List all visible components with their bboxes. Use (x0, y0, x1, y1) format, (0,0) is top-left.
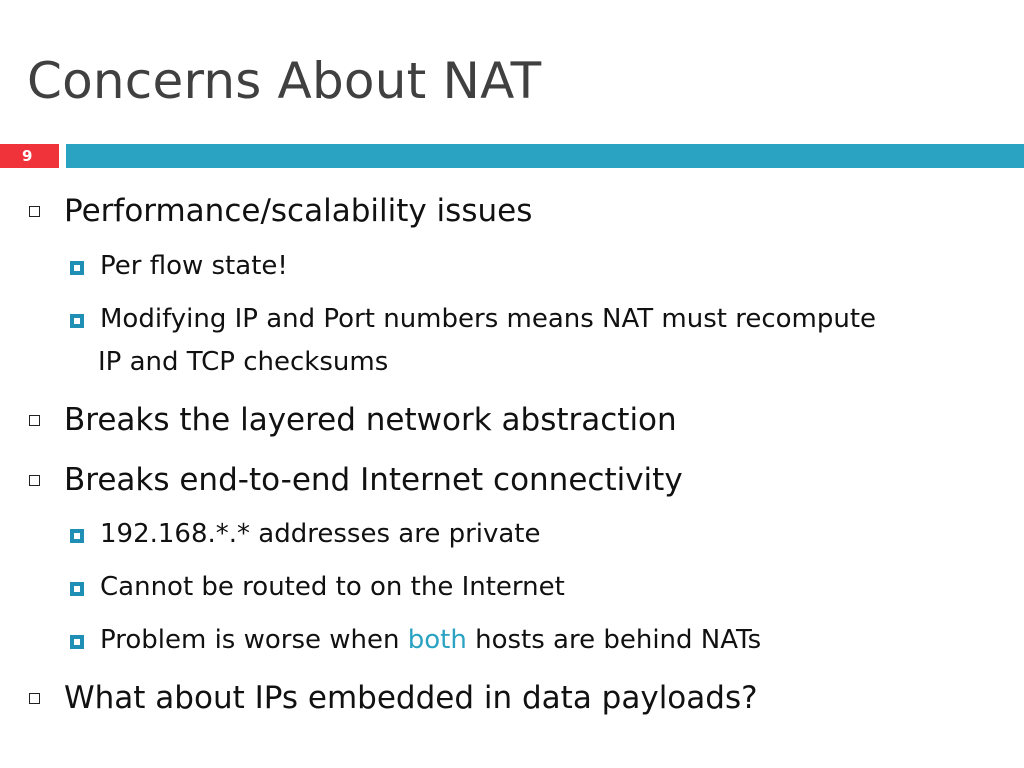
sub-bullet-checksums-continued: IP and TCP checksums (98, 347, 389, 377)
bullet-box-icon (29, 475, 40, 486)
bullet-end-to-end: Breaks end-to-end Internet connectivity (64, 462, 683, 498)
sub-bullet-private-addresses: 192.168.*.* addresses are private (100, 519, 541, 549)
emphasis-both: both (407, 625, 467, 655)
sub-bullet-text-after: hosts are behind NATs (466, 625, 762, 655)
sub-bullet-both-behind-nat (100, 625, 761, 655)
bullet-performance: Performance/scalability issues (64, 193, 533, 229)
sub-bullet-text-before: Problem is worse when (100, 625, 408, 655)
bullet-box-icon (29, 415, 40, 426)
sub-bullet-square-icon (70, 635, 84, 649)
sub-bullet-checksums: Modifying IP and Port numbers means NAT must recompute (100, 304, 877, 334)
sub-bullet-square-icon (70, 582, 84, 596)
title-accent-bar (66, 144, 1024, 168)
sub-bullet-square-icon (70, 261, 84, 275)
sub-bullet-square-icon (70, 529, 84, 543)
sub-bullet-cannot-be-routed: Cannot be routed to on the Internet (100, 572, 565, 602)
bullet-layered-abstraction: Breaks the layered network abstraction (64, 402, 677, 438)
bullet-box-icon (29, 693, 40, 704)
sub-bullet-per-flow-state: Per flow state! (100, 251, 288, 281)
slide-number: 9 (0, 144, 59, 168)
slide-title: Concerns About NAT (27, 52, 542, 110)
bullet-embedded-ips: What about IPs embedded in data payloads? (64, 680, 758, 716)
sub-bullet-square-icon (70, 314, 84, 328)
bullet-box-icon (29, 206, 40, 217)
